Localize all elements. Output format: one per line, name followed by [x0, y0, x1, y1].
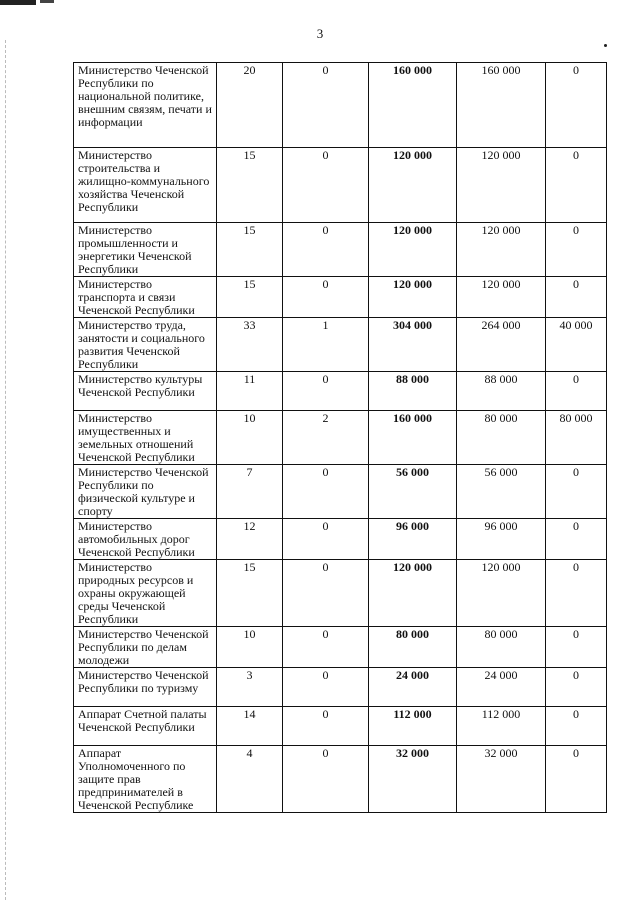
- table-row: [74, 63, 607, 148]
- cell-part2: 0: [546, 372, 607, 411]
- table-row: [74, 746, 607, 813]
- cell-part2: 0: [546, 707, 607, 746]
- table-row: [74, 465, 607, 519]
- cell-part1: 96 000: [457, 519, 546, 560]
- cell-part1: 56 000: [457, 465, 546, 519]
- cell-part1: 112 000: [457, 707, 546, 746]
- cell-count: 14: [217, 707, 283, 746]
- cell-part1: 120 000: [457, 560, 546, 627]
- cell-organization: Министерство имущественных и земельных отношений Чеченской Республики: [74, 411, 217, 465]
- cell-total: 80 000: [369, 627, 457, 668]
- cell-count: 10: [217, 411, 283, 465]
- cell-count: 20: [217, 63, 283, 148]
- cell-count: 4: [217, 746, 283, 813]
- page-number: 3: [316, 26, 324, 41]
- cell-count: 12: [217, 519, 283, 560]
- cell-organization: Аппарат Уполномоченного по защите прав предпринимателей в Чеченской Республике: [74, 746, 217, 813]
- cell-total: 112 000: [369, 707, 457, 746]
- cell-part1: 120 000: [457, 223, 546, 277]
- cell-part1: 80 000: [457, 411, 546, 465]
- cell-part2: 40 000: [546, 318, 607, 372]
- cell-count: 7: [217, 465, 283, 519]
- cell-part1: 160 000: [457, 63, 546, 148]
- cell-part2: 0: [546, 223, 607, 277]
- cell-count: 15: [217, 148, 283, 223]
- cell-organization: Министерство транспорта и связи Чеченской Республики: [74, 277, 217, 318]
- cell-part2: 0: [546, 560, 607, 627]
- cell-organization: Министерство автомобильных дорог Чеченской Республики: [74, 519, 217, 560]
- cell-part2: 0: [546, 519, 607, 560]
- cell-organization: Министерство Чеченской Республики по делам молодежи: [74, 627, 217, 668]
- cell-organization: Министерство природных ресурсов и охраны окружающей среды Чеченской Республики: [74, 560, 217, 627]
- cell-extra: 0: [283, 519, 369, 560]
- cell-total: 56 000: [369, 465, 457, 519]
- cell-extra: 1: [283, 318, 369, 372]
- table-row: [74, 277, 607, 318]
- cell-count: 33: [217, 318, 283, 372]
- table-row: [74, 372, 607, 411]
- cell-total: 88 000: [369, 372, 457, 411]
- budget-table: [73, 62, 607, 813]
- cell-part2: 0: [546, 668, 607, 707]
- cell-extra: 0: [283, 560, 369, 627]
- scan-corner-mark: [0, 0, 36, 5]
- cell-organization: Министерство культуры Чеченской Республики: [74, 372, 217, 411]
- cell-part1: 88 000: [457, 372, 546, 411]
- cell-total: 120 000: [369, 223, 457, 277]
- cell-part2: 0: [546, 627, 607, 668]
- table-row: [74, 707, 607, 746]
- cell-part1: 24 000: [457, 668, 546, 707]
- cell-extra: 0: [283, 63, 369, 148]
- table-row: [74, 148, 607, 223]
- cell-part1: 32 000: [457, 746, 546, 813]
- cell-part2: 0: [546, 63, 607, 148]
- cell-organization: Министерство Чеченской Республики по физической культуре и спорту: [74, 465, 217, 519]
- table-row: [74, 627, 607, 668]
- cell-organization: Министерство Чеченской Республики по национальной политике, внешним связям, печати и информации: [74, 63, 217, 148]
- table-row: [74, 668, 607, 707]
- cell-count: 10: [217, 627, 283, 668]
- cell-total: 24 000: [369, 668, 457, 707]
- cell-organization: Министерство труда, занятости и социального развития Чеченской Республики: [74, 318, 217, 372]
- cell-total: 120 000: [369, 148, 457, 223]
- cell-extra: 2: [283, 411, 369, 465]
- cell-total: 304 000: [369, 318, 457, 372]
- table-row: [74, 560, 607, 627]
- cell-organization: Министерство строительства и жилищно-коммунального хозяйства Чеченской Республики: [74, 148, 217, 223]
- cell-total: 160 000: [369, 63, 457, 148]
- cell-count: 15: [217, 277, 283, 318]
- cell-extra: 0: [283, 668, 369, 707]
- table-row: [74, 318, 607, 372]
- table-row: [74, 519, 607, 560]
- cell-part1: 264 000: [457, 318, 546, 372]
- scan-corner-mark: [40, 0, 54, 3]
- cell-count: 15: [217, 560, 283, 627]
- cell-extra: 0: [283, 148, 369, 223]
- cell-extra: 0: [283, 277, 369, 318]
- cell-part1: 120 000: [457, 148, 546, 223]
- cell-count: 15: [217, 223, 283, 277]
- cell-part1: 80 000: [457, 627, 546, 668]
- scan-left-edge: [5, 40, 6, 900]
- cell-organization: Аппарат Счетной палаты Чеченской Республики: [74, 707, 217, 746]
- cell-part2: 0: [546, 277, 607, 318]
- cell-part1: 120 000: [457, 277, 546, 318]
- cell-total: 120 000: [369, 560, 457, 627]
- cell-part2: 80 000: [546, 411, 607, 465]
- scan-dot-mark: [604, 44, 607, 47]
- cell-count: 3: [217, 668, 283, 707]
- cell-extra: 0: [283, 372, 369, 411]
- cell-total: 96 000: [369, 519, 457, 560]
- cell-total: 120 000: [369, 277, 457, 318]
- table-body: [74, 63, 607, 813]
- cell-extra: 0: [283, 627, 369, 668]
- cell-total: 32 000: [369, 746, 457, 813]
- cell-count: 11: [217, 372, 283, 411]
- cell-organization: Министерство Чеченской Республики по туризму: [74, 668, 217, 707]
- cell-extra: 0: [283, 465, 369, 519]
- cell-extra: 0: [283, 746, 369, 813]
- cell-part2: 0: [546, 148, 607, 223]
- cell-organization: Министерство промышленности и энергетики Чеченской Республики: [74, 223, 217, 277]
- cell-extra: 0: [283, 707, 369, 746]
- cell-extra: 0: [283, 223, 369, 277]
- cell-part2: 0: [546, 746, 607, 813]
- cell-part2: 0: [546, 465, 607, 519]
- cell-total: 160 000: [369, 411, 457, 465]
- table-row: [74, 223, 607, 277]
- table-row: [74, 411, 607, 465]
